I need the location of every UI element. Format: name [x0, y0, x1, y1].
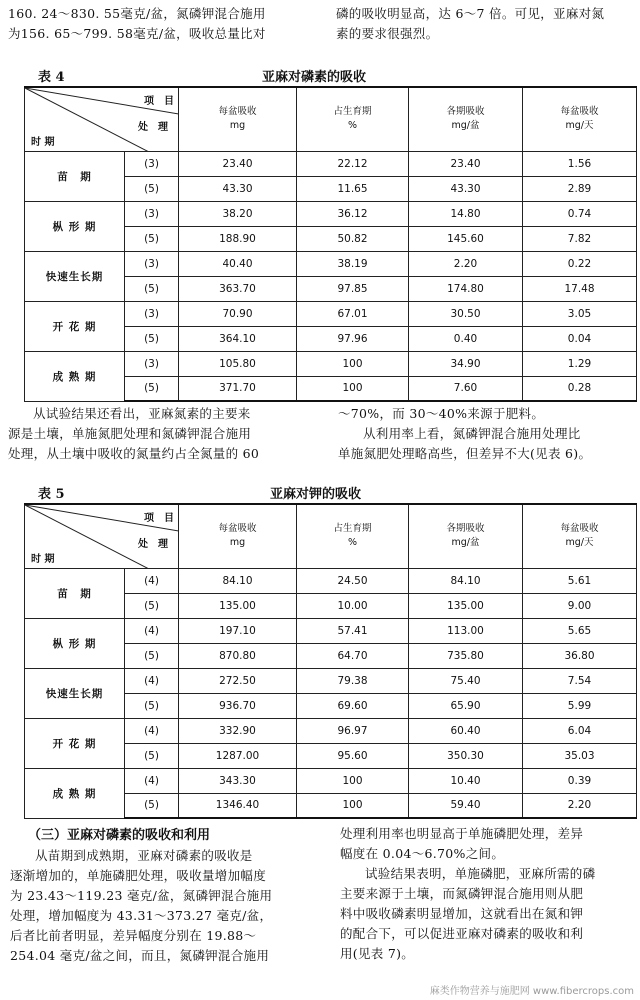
value-cell: 97.96 — [297, 326, 409, 351]
value-cell: 36.12 — [297, 201, 409, 226]
value-cell: 1.29 — [523, 351, 637, 376]
text-line: 料中吸收磷素明显增加，这就看出在氮和钾 — [340, 906, 584, 921]
text-line: 为156. 65～799. 58毫克/盆，吸收总量比对 — [8, 26, 266, 41]
value-cell: 36.80 — [523, 643, 637, 668]
value-cell: 84.10 — [409, 568, 523, 593]
treatment-cell: (5) — [125, 176, 179, 201]
column-header-unit: mg — [229, 120, 246, 132]
table-corner-header — [25, 87, 179, 151]
corner-item-label: 项 目 — [144, 513, 174, 524]
value-cell: 14.80 — [409, 201, 523, 226]
column-header — [179, 87, 297, 151]
period-cell: 快速生长期 — [25, 251, 125, 301]
treatment-cell: (3) — [125, 151, 179, 176]
column-header — [523, 504, 637, 568]
column-header-unit: mg/盆 — [451, 120, 480, 132]
table-corner-header — [25, 504, 179, 568]
value-cell: 95.60 — [297, 743, 409, 768]
column-header-name: 各期吸收 — [446, 523, 485, 535]
column-header-unit: % — [347, 537, 358, 549]
value-cell: 0.39 — [523, 768, 637, 793]
value-cell: 79.38 — [297, 668, 409, 693]
value-cell: 97.85 — [297, 276, 409, 301]
value-cell: 174.80 — [409, 276, 523, 301]
column-header-name: 占生育期 — [333, 106, 372, 118]
value-cell: 23.40 — [409, 151, 523, 176]
value-cell: 2.89 — [523, 176, 637, 201]
text-line: 磷的吸收明显高，达 6～7 倍。可见，亚麻对氮 — [336, 6, 605, 21]
value-cell: 1.56 — [523, 151, 637, 176]
period-cell: 苗 期 — [25, 151, 125, 201]
table-row — [25, 251, 637, 276]
value-cell: 43.30 — [409, 176, 523, 201]
table-row — [25, 768, 637, 793]
table-row — [25, 718, 637, 743]
treatment-cell: (5) — [125, 276, 179, 301]
value-cell: 332.90 — [179, 718, 297, 743]
value-cell: 0.04 — [523, 326, 637, 351]
value-cell: 0.40 — [409, 326, 523, 351]
top-left-paragraph — [8, 4, 324, 44]
value-cell: 735.80 — [409, 643, 523, 668]
treatment-cell: (4) — [125, 718, 179, 743]
value-cell: 9.00 — [523, 593, 637, 618]
treatment-cell: (5) — [125, 376, 179, 401]
column-header — [409, 504, 523, 568]
table5-title: 亚麻对钾的吸收 — [270, 487, 362, 502]
text-line: 用(见表 7)。 — [340, 946, 415, 961]
period-cell: 快速生长期 — [25, 668, 125, 718]
treatment-cell: (5) — [125, 326, 179, 351]
value-cell: 38.19 — [297, 251, 409, 276]
column-header-name: 每盆吸收 — [218, 106, 257, 118]
column-header-name: 占生育期 — [333, 523, 372, 535]
text-line: 素的要求很强烈。 — [336, 26, 439, 41]
mid-right-paragraph — [338, 404, 638, 464]
value-cell: 2.20 — [523, 793, 637, 818]
text-line: 幅度在 0.04～6.70%之间。 — [340, 846, 505, 861]
value-cell: 40.40 — [179, 251, 297, 276]
mid-left-paragraph — [8, 404, 328, 464]
column-header-unit: % — [347, 120, 358, 132]
value-cell: 936.70 — [179, 693, 297, 718]
column-header — [297, 504, 409, 568]
column-header-name: 每盆吸收 — [560, 523, 599, 535]
value-cell: 50.82 — [297, 226, 409, 251]
value-cell: 1287.00 — [179, 743, 297, 768]
value-cell: 34.90 — [409, 351, 523, 376]
value-cell: 5.99 — [523, 693, 637, 718]
value-cell: 371.70 — [179, 376, 297, 401]
period-cell: 开 花 期 — [25, 718, 125, 768]
value-cell: 43.30 — [179, 176, 297, 201]
treatment-cell: (5) — [125, 593, 179, 618]
value-cell: 96.97 — [297, 718, 409, 743]
value-cell: 0.28 — [523, 376, 637, 401]
value-cell: 11.65 — [297, 176, 409, 201]
treatment-cell: (5) — [125, 743, 179, 768]
text-line: 主要来源于土壤，而氮磷钾混合施用则从肥 — [340, 886, 584, 901]
value-cell: 100 — [297, 351, 409, 376]
section-heading: （三）亚麻对磷素的吸收和利用 — [28, 828, 211, 843]
value-cell: 350.30 — [409, 743, 523, 768]
value-cell: 135.00 — [409, 593, 523, 618]
value-cell: 22.12 — [297, 151, 409, 176]
value-cell: 10.00 — [297, 593, 409, 618]
value-cell: 70.90 — [179, 301, 297, 326]
value-cell: 100 — [297, 793, 409, 818]
treatment-cell: (4) — [125, 768, 179, 793]
table4 — [24, 86, 637, 402]
column-header — [409, 87, 523, 151]
text-line: 处理，增加幅度为 43.31～373.27 毫克/盆， — [10, 908, 273, 923]
table5 — [24, 503, 637, 819]
value-cell: 1346.40 — [179, 793, 297, 818]
watermark — [430, 982, 634, 997]
value-cell: 57.41 — [297, 618, 409, 643]
value-cell: 65.90 — [409, 693, 523, 718]
section3-right-paragraph — [340, 824, 640, 964]
column-header-name: 各期吸收 — [446, 106, 485, 118]
value-cell: 188.90 — [179, 226, 297, 251]
corner-item-label: 项 目 — [144, 96, 174, 107]
treatment-cell: (3) — [125, 301, 179, 326]
period-cell: 枞 形 期 — [25, 618, 125, 668]
text-line: 从利用率上看，氮磷钾混合施用处理比 — [363, 426, 581, 441]
column-header — [523, 87, 637, 151]
value-cell: 38.20 — [179, 201, 297, 226]
table4-label: 表 4 — [38, 70, 65, 85]
text-line: 单施氮肥处理略高些，但差异不大(见表 6)。 — [338, 446, 592, 461]
value-cell: 84.10 — [179, 568, 297, 593]
treatment-cell: (4) — [125, 568, 179, 593]
value-cell: 364.10 — [179, 326, 297, 351]
value-cell: 64.70 — [297, 643, 409, 668]
treatment-cell: (4) — [125, 668, 179, 693]
table5-label: 表 5 — [38, 487, 65, 502]
table-row — [25, 618, 637, 643]
value-cell: 5.61 — [523, 568, 637, 593]
column-header — [297, 87, 409, 151]
text-line: 为 23.43～119.23 毫克/盆，氮磷钾混合施用 — [10, 888, 273, 903]
period-cell: 苗 期 — [25, 568, 125, 618]
table-row — [25, 301, 637, 326]
value-cell: 145.60 — [409, 226, 523, 251]
value-cell: 10.40 — [409, 768, 523, 793]
table-row — [25, 668, 637, 693]
value-cell: 135.00 — [179, 593, 297, 618]
corner-treatment-label: 处 理 — [138, 539, 168, 550]
text-line: 处理，从土壤中吸收的氮量约占全氮量的 60 — [8, 446, 260, 461]
value-cell: 60.40 — [409, 718, 523, 743]
treatment-cell: (5) — [125, 226, 179, 251]
text-line: ～70%，而 30～40%来源于肥料。 — [338, 406, 545, 421]
text-line: 160. 24～830. 55毫克/盆，氮磷钾混合施用 — [8, 6, 266, 21]
top-right-paragraph — [336, 4, 636, 44]
column-header-name: 每盆吸收 — [218, 523, 257, 535]
treatment-cell: (3) — [125, 201, 179, 226]
treatment-cell: (3) — [125, 351, 179, 376]
corner-period-label: 时 期 — [31, 553, 55, 565]
value-cell: 0.74 — [523, 201, 637, 226]
column-header — [179, 504, 297, 568]
table-row — [25, 151, 637, 176]
treatment-cell: (5) — [125, 793, 179, 818]
value-cell: 5.65 — [523, 618, 637, 643]
value-cell: 7.82 — [523, 226, 637, 251]
value-cell: 7.60 — [409, 376, 523, 401]
table4-title: 亚麻对磷素的吸收 — [262, 70, 367, 85]
section3-left-paragraph — [10, 846, 332, 966]
value-cell: 35.03 — [523, 743, 637, 768]
value-cell: 2.20 — [409, 251, 523, 276]
value-cell: 7.54 — [523, 668, 637, 693]
value-cell: 67.01 — [297, 301, 409, 326]
treatment-cell: (5) — [125, 693, 179, 718]
value-cell: 6.04 — [523, 718, 637, 743]
text-line: 254.04 毫克/盆之间，而且，氮磷钾混合施用 — [10, 948, 270, 963]
text-line: 处理利用率也明显高于单施磷肥处理，差异 — [340, 826, 584, 841]
table-row — [25, 568, 637, 593]
value-cell: 197.10 — [179, 618, 297, 643]
corner-treatment-label: 处 理 — [138, 122, 168, 133]
value-cell: 75.40 — [409, 668, 523, 693]
value-cell: 363.70 — [179, 276, 297, 301]
period-cell: 开 花 期 — [25, 301, 125, 351]
value-cell: 0.22 — [523, 251, 637, 276]
value-cell: 3.05 — [523, 301, 637, 326]
treatment-cell: (5) — [125, 643, 179, 668]
period-cell: 成 熟 期 — [25, 768, 125, 818]
text-line: 试验结果表明，单施磷肥，亚麻所需的磷 — [365, 866, 596, 881]
value-cell: 100 — [297, 768, 409, 793]
text-line: 源是土壤，单施氮肥处理和氮磷钾混合施用 — [8, 426, 252, 441]
text-line: 逐渐增加的，单施磷肥处理，吸收量增加幅度 — [10, 868, 267, 883]
column-header-unit: mg/天 — [565, 537, 594, 549]
period-cell: 成 熟 期 — [25, 351, 125, 401]
value-cell: 343.30 — [179, 768, 297, 793]
value-cell: 59.40 — [409, 793, 523, 818]
column-header-unit: mg — [229, 537, 246, 549]
text-line: 从苗期到成熟期，亚麻对磷素的吸收是 — [35, 848, 253, 863]
watermark-site-name: 麻类作物营养与施肥网 — [429, 986, 530, 997]
text-line: 从试验结果还看出，亚麻氮素的主要来 — [33, 406, 251, 421]
corner-period-label: 时 期 — [31, 136, 55, 148]
value-cell: 870.80 — [179, 643, 297, 668]
text-line: 的配合下，可以促进亚麻对磷素的吸收和利 — [340, 926, 584, 941]
value-cell: 113.00 — [409, 618, 523, 643]
table-row — [25, 201, 637, 226]
period-cell: 枞 形 期 — [25, 201, 125, 251]
value-cell: 100 — [297, 376, 409, 401]
value-cell: 30.50 — [409, 301, 523, 326]
value-cell: 23.40 — [179, 151, 297, 176]
value-cell: 69.60 — [297, 693, 409, 718]
column-header-name: 每盆吸收 — [560, 106, 599, 118]
watermark-url: www.fibercrops.com — [532, 986, 634, 997]
column-header-unit: mg/天 — [565, 120, 594, 132]
value-cell: 272.50 — [179, 668, 297, 693]
table-row — [25, 351, 637, 376]
value-cell: 24.50 — [297, 568, 409, 593]
treatment-cell: (3) — [125, 251, 179, 276]
text-line: 后者比前者明显，差异幅度分别在 19.88～ — [10, 928, 257, 943]
treatment-cell: (4) — [125, 618, 179, 643]
value-cell: 105.80 — [179, 351, 297, 376]
column-header-unit: mg/盆 — [451, 537, 480, 549]
value-cell: 17.48 — [523, 276, 637, 301]
